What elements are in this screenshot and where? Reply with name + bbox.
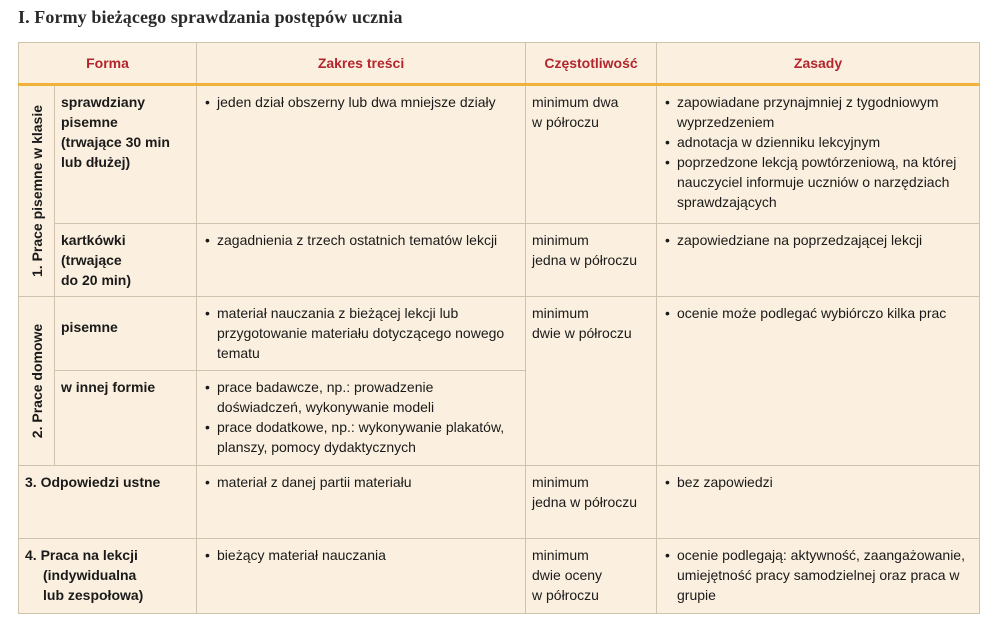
list-item: • materiał nauczania z bieżącej lekcji lub przygotowanie materiału dotyczącego nowego tematu <box>203 303 519 363</box>
group-label-text: 2. Prace domowe <box>28 323 45 439</box>
list-item: • ocenie podlegają: aktywność, zaangażowanie, umiejętność pracy samodzielnej oraz praca w grupie <box>663 545 973 605</box>
forma-line: 3. Odpowiedzi ustne <box>25 474 161 490</box>
czestotliwosc-cell <box>526 466 657 539</box>
list-item: • zapowiedziane na poprzedzającej lekcji <box>663 230 973 250</box>
zakres-cell <box>197 466 526 539</box>
czestotliwosc-cell <box>526 85 657 224</box>
zasady-cell <box>657 224 980 297</box>
list-item: • prace dodatkowe, np.: wykonywanie plakatów, planszy, pomocy dydaktycznych <box>203 417 519 457</box>
group-label-text: 1. Prace pisemne w klasie <box>28 105 45 277</box>
list-item: • zapowiadane przynajmniej z tygodniowym wyprzedzeniem <box>663 92 973 132</box>
forma-line: pisemne <box>61 319 118 335</box>
forma-line: (trwające 30 min <box>61 134 170 150</box>
forma-line: lub zespołowa) <box>43 587 144 603</box>
forma-line: kartkówki <box>61 232 126 248</box>
table-row <box>19 85 980 224</box>
zasady-cell <box>657 539 980 614</box>
forma-line: lub dłużej) <box>61 154 131 170</box>
czestotliwosc-line: minimum <box>532 305 589 321</box>
assessment-table <box>18 42 980 614</box>
czestotliwosc-line: minimum dwa <box>532 94 619 110</box>
group-label-prace-domowe <box>19 297 55 466</box>
zakres-cell <box>197 371 526 466</box>
table-row <box>19 297 980 371</box>
czestotliwosc-line: w półroczu <box>532 114 599 130</box>
zakres-cell <box>197 224 526 297</box>
list-item: • zagadnienia z trzech ostatnich tematów lekcji <box>203 230 519 250</box>
forma-cell <box>19 466 197 539</box>
list-item: • prace badawcze, np.: prowadzenie doświadczeń, wykonywanie modeli <box>203 377 519 417</box>
list-item: • adnotacja w dzienniku lekcyjnym <box>663 132 973 152</box>
czestotliwosc-line: minimum <box>532 232 589 248</box>
forma-cell <box>55 297 197 371</box>
group-label-prace-pisemne <box>19 85 55 297</box>
list-item: • materiał z danej partii materiału <box>203 472 519 492</box>
forma-line: (indywidualna <box>43 567 137 583</box>
zasady-cell <box>657 466 980 539</box>
forma-cell <box>19 539 197 614</box>
page-title: I. Formy bieżącego sprawdzania postępów ucznia <box>18 7 403 27</box>
czestotliwosc-line: minimum <box>532 474 589 490</box>
forma-line: (trwające <box>61 252 122 268</box>
forma-line: sprawdziany <box>61 94 146 110</box>
forma-cell <box>55 224 197 297</box>
list-item: • bez zapowiedzi <box>663 472 973 492</box>
table-row <box>19 224 980 297</box>
zakres-cell <box>197 297 526 371</box>
forma-cell <box>55 371 197 466</box>
czestotliwosc-line: minimum <box>532 547 589 563</box>
zasady-cell <box>657 85 980 224</box>
header-row <box>19 43 980 85</box>
czestotliwosc-cell <box>526 297 657 466</box>
zakres-cell <box>197 539 526 614</box>
header-czestotliwosc: Częstotliwość <box>526 43 657 85</box>
header-zakres: Zakres treści <box>197 43 526 85</box>
czestotliwosc-cell <box>526 539 657 614</box>
czestotliwosc-line: dwie oceny <box>532 567 603 583</box>
table-row <box>19 539 980 614</box>
header-zasady: Zasady <box>657 43 980 85</box>
forma-line: 4. Praca na lekcji <box>25 547 138 563</box>
list-item: • bieżący materiał nauczania <box>203 545 519 565</box>
list-item: • poprzedzone lekcją powtórzeniową, na której nauczyciel informuje uczniów o narzędziach sprawdzających <box>663 152 973 212</box>
list-item: • jeden dział obszerny lub dwa mniejsze działy <box>203 92 519 112</box>
header-forma: Forma <box>19 43 197 85</box>
zasady-cell <box>657 297 980 466</box>
czestotliwosc-line: w półroczu <box>532 587 599 603</box>
forma-line: do 20 min) <box>61 272 132 288</box>
forma-cell <box>55 85 197 224</box>
list-item: • ocenie może podlegać wybiórczo kilka prac <box>663 303 973 323</box>
czestotliwosc-line: jedna w półroczu <box>532 494 638 510</box>
czestotliwosc-line: dwie w półroczu <box>532 325 632 341</box>
forma-line: pisemne <box>61 114 118 130</box>
zakres-cell <box>197 85 526 224</box>
czestotliwosc-line: jedna w półroczu <box>532 252 638 268</box>
table-row <box>19 466 980 539</box>
czestotliwosc-cell <box>526 224 657 297</box>
forma-line: w innej formie <box>61 379 156 395</box>
